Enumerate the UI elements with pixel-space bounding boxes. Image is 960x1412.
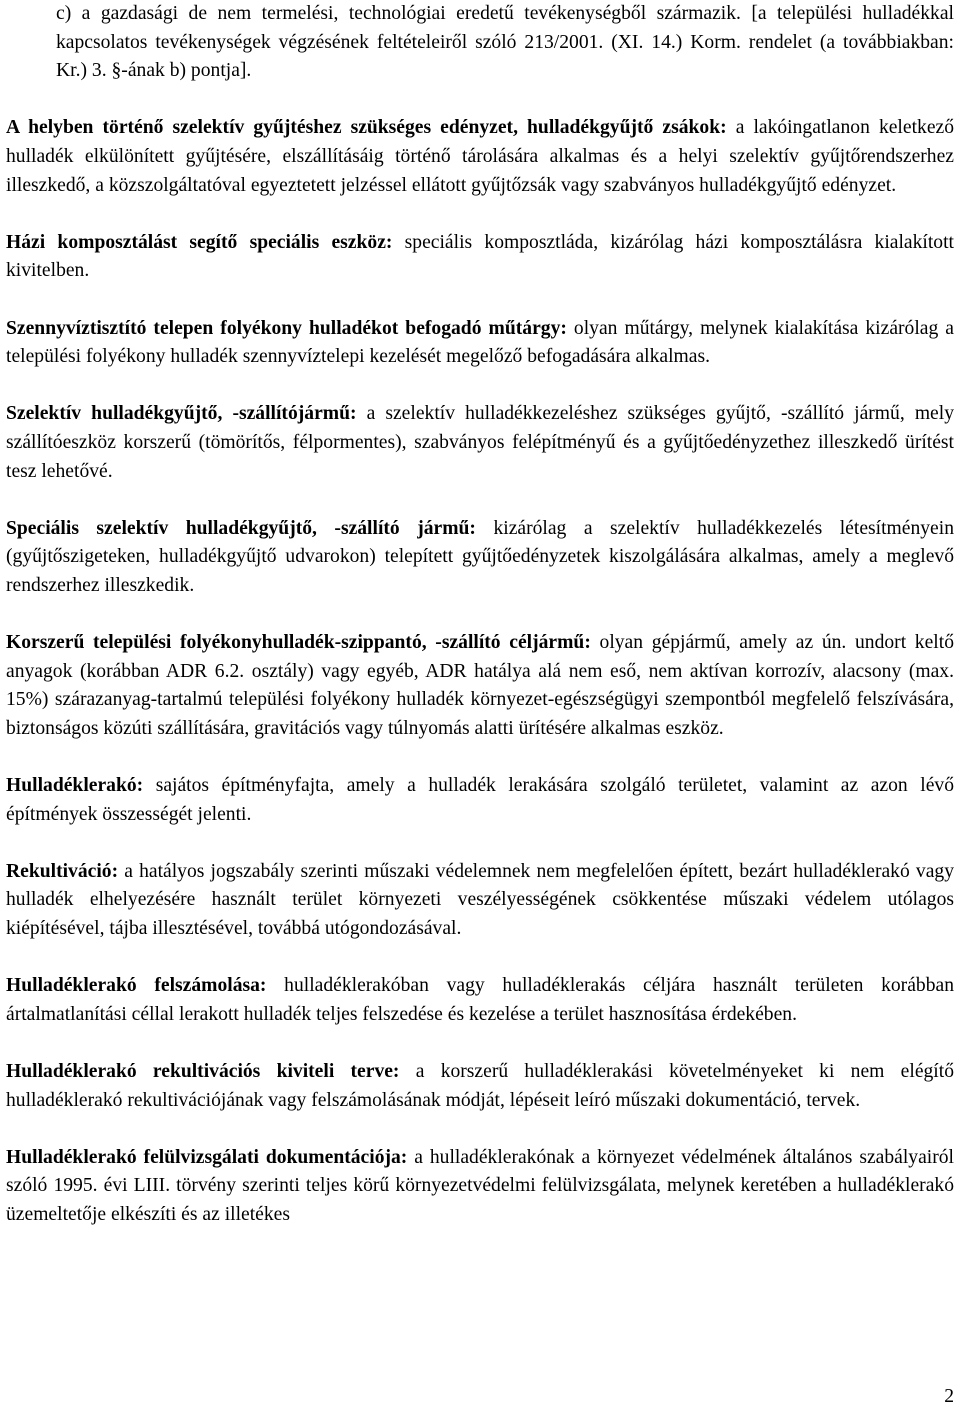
definition-term: Szennyvíztisztító telepen folyékony hulladékot befogadó műtárgy: xyxy=(6,317,567,339)
intro-paragraph xyxy=(56,0,954,86)
definition-text: speciális komposztláda, kizárólag házi komposztálásra kialakított kivitelben. xyxy=(6,231,954,282)
definition-term: Házi komposztálást segítő speciális eszköz: xyxy=(6,231,393,253)
definition-term: Hulladéklerakó felülvizsgálati dokumentációja: xyxy=(6,1146,408,1168)
definition-text: a hatályos jogszabály szerinti műszaki védelemnek nem megfelelően épített, bezárt hulladéklerakó vagy hulladék elhelyezésére használt terület környezeti veszélyességének csökkentése műszaki védelem utólagos kiépítésével, tájba illesztésével, továbbá utógondozásával. xyxy=(6,860,954,939)
definition-text: kizárólag a szelektív hulladékkezelés létesítményein (gyűjtőszigeteken, hulladékgyűjtő udvarokon) telepített gyűjtőedényzetek kiszolgálására alkalmas, amely a meglevő rendszerhez illeszkedik. xyxy=(6,517,954,596)
definition-text: a hulladéklerakónak a környezet védelmének általános szabályairól szóló 1995. évi LIII. törvény szerinti teljes körű környezetvédelmi felülvizsgálata, melynek keretében a hulladéklerakó üzemeltetője elkészíti és az illetékes xyxy=(6,1146,954,1225)
definition-term: Szelektív hulladékgyűjtő, -szállítójármű: xyxy=(6,403,357,425)
definition-paragraph xyxy=(6,1058,954,1115)
definition-paragraph xyxy=(6,772,954,829)
definition-paragraph xyxy=(6,972,954,1029)
definition-paragraph xyxy=(6,114,954,200)
intro-text: c) a gazdasági de nem termelési, technológiai eredetű tevékenységből származik. [a települési hulladékkal kapcsolatos tevékenységek végzésének feltételeiről szóló 213/2001. (XI. 14.) Korm. rendelet (a továbbiakban: Kr.) 3. §-ának b) pontja]. xyxy=(56,3,954,82)
definition-text: olyan gépjármű, amely az ún. undort keltő anyagok (korábban ADR 6.2. osztály) vagy egyéb, ADR hatálya alá nem eső, nem aktívan korrozív, alacsony (max. 15%) szárazanyag-tartalmú települési folyékony hulladék környezet-egészségügyi szempontból megfelelő felszívására, biztonságos közúti szállítására, gravitációs vagy túlnyomás alatti ürítésére alkalmas eszköz. xyxy=(6,632,954,739)
page-number: 2 xyxy=(944,1386,954,1407)
definition-term: Speciális szelektív hulladékgyűjtő, -szállító jármű: xyxy=(6,517,476,539)
definition-text: a korszerű hulladéklerakási követelményeket ki nem elégítő hulladéklerakó rekultivációjának vagy felszámolásának módját, lépéseit leíró műszaki dokumentáció, tervek. xyxy=(6,1060,954,1111)
definition-text: a szelektív hulladékkezeléshez szükséges gyűjtő, -szállító jármű, mely szállítóeszköz korszerű (tömörítős, félpormentes), szabványos felépítményű és a gyűjtőedényzethez illeszkedő ürítést tesz lehetővé. xyxy=(6,403,954,482)
document-page xyxy=(6,0,954,1230)
definition-term: Hulladéklerakó: xyxy=(6,775,144,797)
definition-text: olyan műtárgy, melynek kialakítása kizárólag a települési folyékony hulladék szennyvíztelepi kezelését megelőző befogadására alkalmas. xyxy=(6,317,954,368)
definition-paragraph xyxy=(6,400,954,486)
definition-paragraph xyxy=(6,858,954,944)
definition-term: Hulladéklerakó rekultivációs kiviteli terve: xyxy=(6,1060,400,1082)
definition-paragraph xyxy=(6,1144,954,1230)
definition-text: hulladéklerakóban vagy hulladéklerakás céljára használt területen korábban ártalmatlanítási céllal lerakott hulladék teljes felszedése és kezelése a terület hasznosítása érdekében. xyxy=(6,975,954,1025)
definition-text: a lakóingatlanon keletkező hulladék elkülönített gyűjtésére, elszállításáig történő tárolására alkalmas és a helyi szelektív gyűjtőrendszerhez illeszkedő, a közszolgáltatóval egyeztetett jelzéssel ellátott gyűjtőzsák vagy szabványos hulladékgyűjtő edényzet. xyxy=(6,117,955,196)
definition-paragraph xyxy=(6,229,954,286)
definition-term: Hulladéklerakó felszámolása: xyxy=(6,975,267,997)
definition-term: A helyben történő szelektív gyűjtéshez szükséges edényzet, hulladékgyűjtő zsákok: xyxy=(6,117,727,139)
definition-paragraph xyxy=(6,515,954,601)
definition-paragraph xyxy=(6,315,954,372)
definition-term: Rekultiváció: xyxy=(6,860,119,882)
definition-text: sajátos építményfajta, amely a hulladék lerakására szolgáló területet, valamint az azon lévő építmények összességét jelenti. xyxy=(6,775,954,825)
definition-paragraph xyxy=(6,629,954,743)
definition-term: Korszerű települési folyékonyhulladék-szippantó, -szállító céljármű: xyxy=(6,632,591,654)
